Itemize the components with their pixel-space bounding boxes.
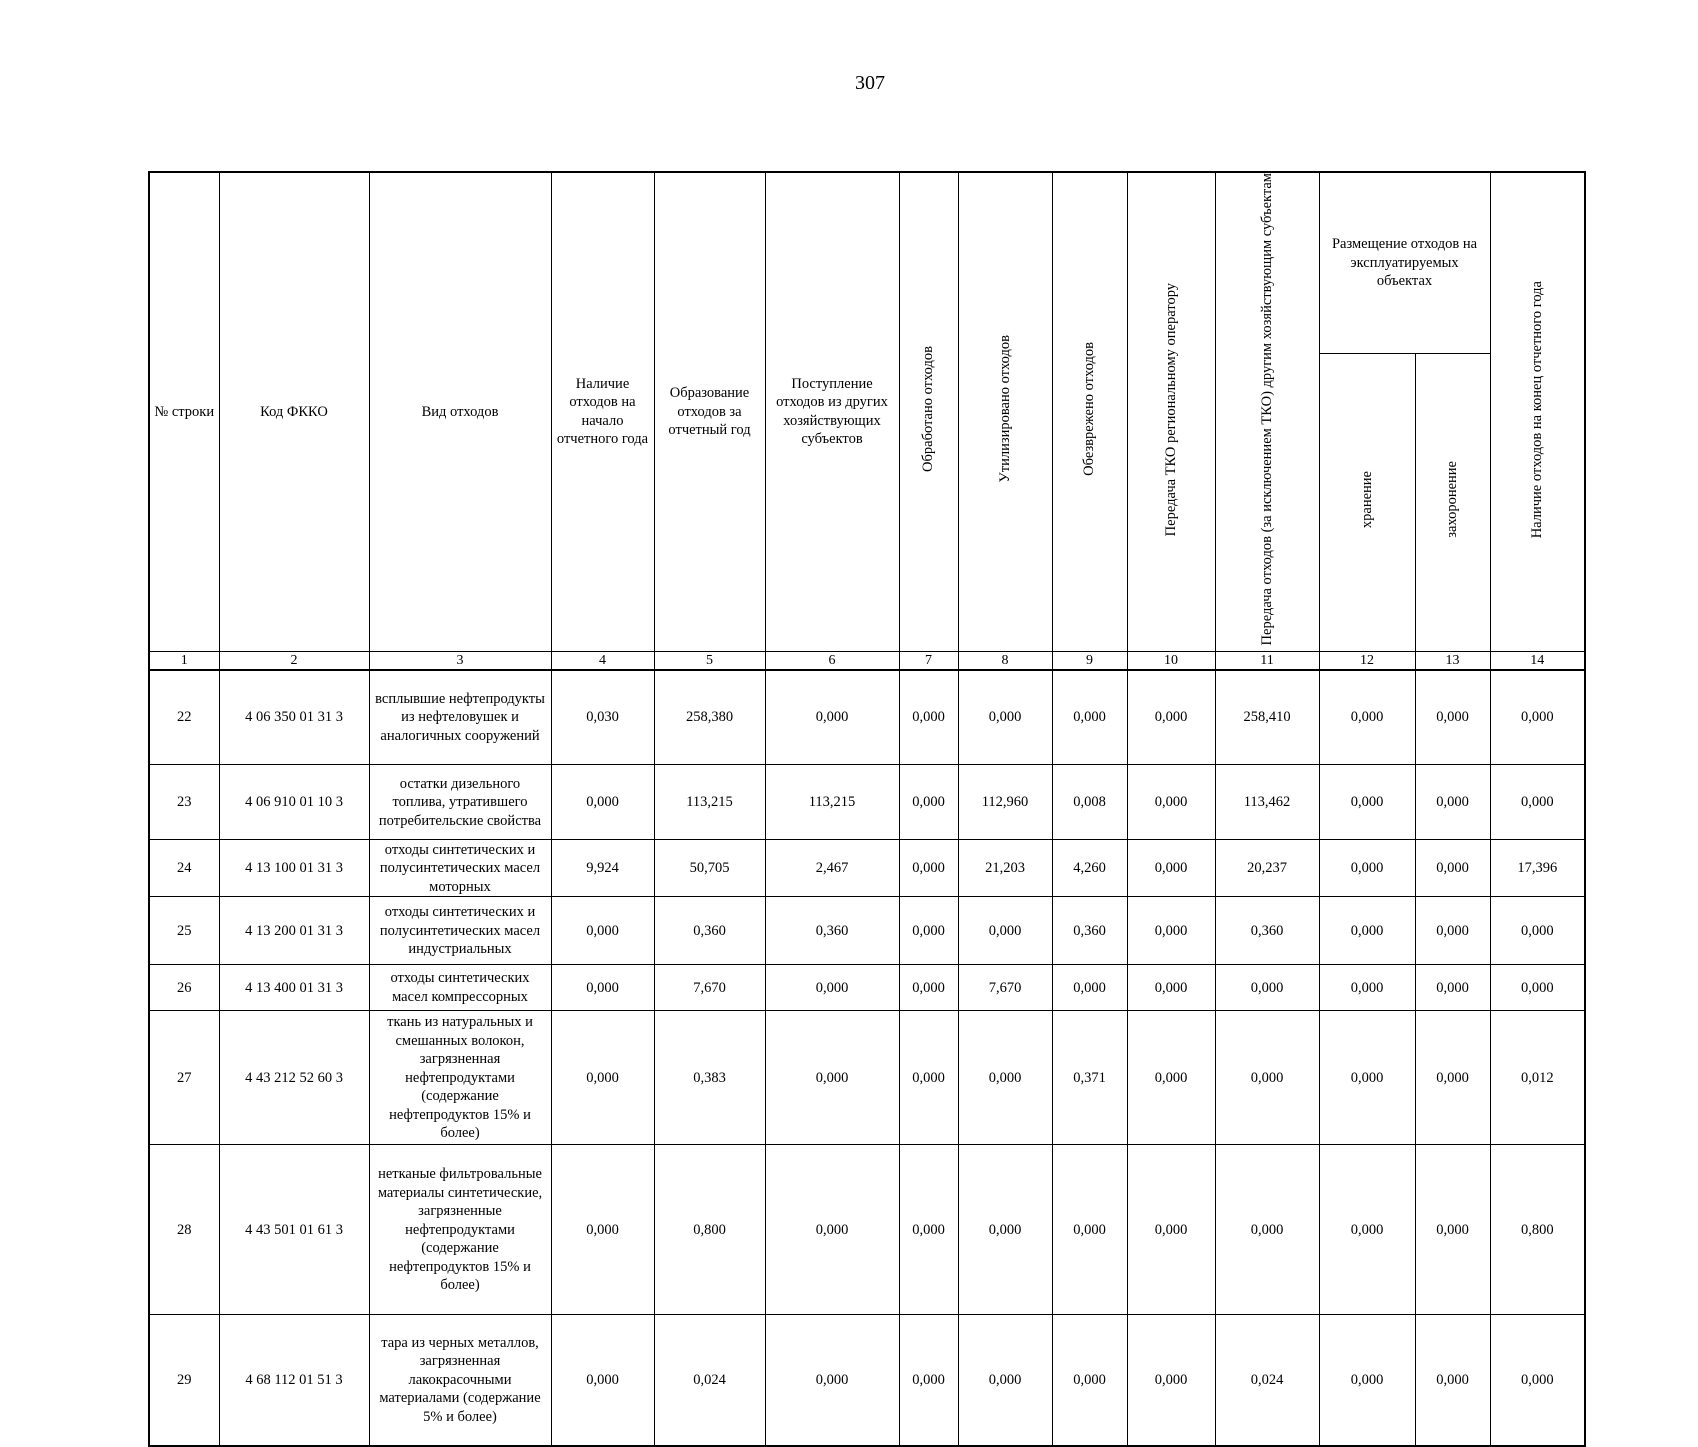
start-balance-cell: 0,000	[551, 965, 654, 1011]
header-neutralized	[1052, 172, 1127, 651]
generated-cell: 7,670	[654, 965, 765, 1011]
processed-cell: 0,000	[899, 840, 958, 897]
header-waste-type: Вид отходов	[369, 172, 551, 651]
storage-cell: 0,000	[1319, 1145, 1415, 1315]
to-others-cell: 0,360	[1215, 897, 1319, 965]
storage-cell: 0,000	[1319, 1011, 1415, 1145]
end-balance-cell: 17,396	[1490, 840, 1585, 897]
storage-cell: 0,000	[1319, 765, 1415, 840]
processed-cell: 0,000	[899, 1315, 958, 1446]
header-start-balance: Наличие отходов на начало отчетного года	[551, 172, 654, 651]
column-number: 14	[1490, 651, 1585, 670]
header-processed-text: Обработано отходов	[920, 346, 936, 473]
received-cell: 113,215	[765, 765, 899, 840]
waste-description-cell: тара из черных металлов, загрязненная лакокрасочными материалами (содержание 5% и более)	[369, 1315, 551, 1446]
column-number-row	[149, 651, 1585, 670]
end-balance-cell: 0,000	[1490, 765, 1585, 840]
to-others-cell: 0,024	[1215, 1315, 1319, 1446]
waste-description-cell: нетканые фильтровальные материалы синтетические, загрязненные нефтепродуктами (содержание нефтепродуктов 15% и более)	[369, 1145, 551, 1315]
header-burial	[1415, 353, 1490, 651]
header-utilized-text: Утилизировано отходов	[996, 335, 1013, 483]
row-number-cell: 28	[149, 1145, 219, 1315]
column-number: 5	[654, 651, 765, 670]
received-cell: 0,000	[765, 1145, 899, 1315]
start-balance-cell: 9,924	[551, 840, 654, 897]
start-balance-cell: 0,000	[551, 1315, 654, 1446]
column-number: 3	[369, 651, 551, 670]
to-operator-cell: 0,000	[1127, 670, 1215, 765]
header-processed	[899, 172, 958, 651]
header-to-others-text: Передача отходов (за исключением ТКО) другим хозяйствующим субъектам	[1258, 173, 1275, 646]
neutralized-cell: 0,000	[1052, 1315, 1127, 1446]
fkko-code-cell: 4 06 350 01 31 3	[219, 670, 369, 765]
received-cell: 2,467	[765, 840, 899, 897]
end-balance-cell: 0,000	[1490, 965, 1585, 1011]
header-to-operator	[1127, 172, 1215, 651]
to-others-cell: 113,462	[1215, 765, 1319, 840]
end-balance-cell: 0,000	[1490, 897, 1585, 965]
generated-cell: 50,705	[654, 840, 765, 897]
header-fkko-code: Код ФККО	[219, 172, 369, 651]
to-operator-cell: 0,000	[1127, 1011, 1215, 1145]
header-utilized	[958, 172, 1052, 651]
to-operator-cell: 0,000	[1127, 897, 1215, 965]
fkko-code-cell: 4 13 200 01 31 3	[219, 897, 369, 965]
utilized-cell: 0,000	[958, 670, 1052, 765]
storage-cell: 0,000	[1319, 1315, 1415, 1446]
to-operator-cell: 0,000	[1127, 840, 1215, 897]
burial-cell: 0,000	[1415, 840, 1490, 897]
table-row	[149, 840, 1585, 897]
start-balance-cell: 0,000	[551, 1011, 654, 1145]
column-number: 4	[551, 651, 654, 670]
header-storage-text: хранение	[1358, 471, 1375, 529]
start-balance-cell: 0,000	[551, 897, 654, 965]
header-end-balance	[1490, 172, 1585, 651]
processed-cell: 0,000	[899, 670, 958, 765]
header-neutralized-text: Обезврежено отходов	[1081, 342, 1097, 477]
column-number: 12	[1319, 651, 1415, 670]
row-number-cell: 25	[149, 897, 219, 965]
waste-table	[148, 171, 1586, 1447]
page-number: 307	[855, 72, 885, 94]
column-number: 2	[219, 651, 369, 670]
utilized-cell: 0,000	[958, 897, 1052, 965]
to-operator-cell: 0,000	[1127, 1145, 1215, 1315]
generated-cell: 0,360	[654, 897, 765, 965]
end-balance-cell: 0,000	[1490, 1315, 1585, 1446]
generated-cell: 0,383	[654, 1011, 765, 1145]
end-balance-cell: 0,800	[1490, 1145, 1585, 1315]
header-to-operator-text: Передача ТКО региональному оператору	[1162, 282, 1179, 536]
neutralized-cell: 0,000	[1052, 670, 1127, 765]
neutralized-cell: 0,008	[1052, 765, 1127, 840]
row-number-cell: 29	[149, 1315, 219, 1446]
fkko-code-cell: 4 13 100 01 31 3	[219, 840, 369, 897]
column-number: 13	[1415, 651, 1490, 670]
to-others-cell: 0,000	[1215, 1011, 1319, 1145]
received-cell: 0,360	[765, 897, 899, 965]
processed-cell: 0,000	[899, 765, 958, 840]
burial-cell: 0,000	[1415, 897, 1490, 965]
processed-cell: 0,000	[899, 1145, 958, 1315]
column-number: 11	[1215, 651, 1319, 670]
generated-cell: 113,215	[654, 765, 765, 840]
to-others-cell: 258,410	[1215, 670, 1319, 765]
processed-cell: 0,000	[899, 897, 958, 965]
to-operator-cell: 0,000	[1127, 1315, 1215, 1446]
fkko-code-cell: 4 06 910 01 10 3	[219, 765, 369, 840]
row-number-cell: 27	[149, 1011, 219, 1145]
to-operator-cell: 0,000	[1127, 965, 1215, 1011]
header-end-balance-text: Наличие отходов на конец отчетного года	[1528, 280, 1545, 538]
header-placement-group: Размещение отходов на эксплуатируемых объектах	[1319, 172, 1490, 353]
table-row	[149, 897, 1585, 965]
neutralized-cell: 0,000	[1052, 965, 1127, 1011]
waste-description-cell: отходы синтетических и полусинтетических масел моторных	[369, 840, 551, 897]
to-others-cell: 0,000	[1215, 1145, 1319, 1315]
burial-cell: 0,000	[1415, 765, 1490, 840]
column-number: 6	[765, 651, 899, 670]
header-generated: Образование отходов за отчетный год	[654, 172, 765, 651]
utilized-cell: 0,000	[958, 1011, 1052, 1145]
column-number: 8	[958, 651, 1052, 670]
column-number: 7	[899, 651, 958, 670]
neutralized-cell: 0,000	[1052, 1145, 1127, 1315]
row-number-cell: 23	[149, 765, 219, 840]
start-balance-cell: 0,030	[551, 670, 654, 765]
column-number: 9	[1052, 651, 1127, 670]
fkko-code-cell: 4 43 212 52 60 3	[219, 1011, 369, 1145]
row-number-cell: 24	[149, 840, 219, 897]
table-row	[149, 1011, 1585, 1145]
burial-cell: 0,000	[1415, 1315, 1490, 1446]
storage-cell: 0,000	[1319, 897, 1415, 965]
waste-description-cell: остатки дизельного топлива, утратившего потребительские свойства	[369, 765, 551, 840]
table-row	[149, 1145, 1585, 1315]
neutralized-cell: 0,360	[1052, 897, 1127, 965]
received-cell: 0,000	[765, 670, 899, 765]
header-received: Поступление отходов из других хозяйствующих субъектов	[765, 172, 899, 651]
waste-description-cell: отходы синтетических масел компрессорных	[369, 965, 551, 1011]
received-cell: 0,000	[765, 965, 899, 1011]
neutralized-cell: 4,260	[1052, 840, 1127, 897]
received-cell: 0,000	[765, 1011, 899, 1145]
header-storage	[1319, 353, 1415, 651]
waste-description-cell: ткань из натуральных и смешанных волокон, загрязненная нефтепродуктами (содержание нефтепродуктов 15% и более)	[369, 1011, 551, 1145]
utilized-cell: 0,000	[958, 1315, 1052, 1446]
received-cell: 0,000	[765, 1315, 899, 1446]
generated-cell: 258,380	[654, 670, 765, 765]
burial-cell: 0,000	[1415, 670, 1490, 765]
waste-description-cell: всплывшие нефтепродукты из нефтеловушек и аналогичных сооружений	[369, 670, 551, 765]
table-row	[149, 1315, 1585, 1446]
row-number-cell: 26	[149, 965, 219, 1011]
neutralized-cell: 0,371	[1052, 1011, 1127, 1145]
start-balance-cell: 0,000	[551, 765, 654, 840]
storage-cell: 0,000	[1319, 670, 1415, 765]
burial-cell: 0,000	[1415, 1011, 1490, 1145]
generated-cell: 0,800	[654, 1145, 765, 1315]
waste-description-cell: отходы синтетических и полусинтетических масел индустриальных	[369, 897, 551, 965]
to-others-cell: 20,237	[1215, 840, 1319, 897]
column-number: 1	[149, 651, 219, 670]
table-row	[149, 965, 1585, 1011]
header-burial-text: захоронение	[1444, 461, 1460, 539]
header-row-no: № строки	[149, 172, 219, 651]
utilized-cell: 7,670	[958, 965, 1052, 1011]
fkko-code-cell: 4 43 501 01 61 3	[219, 1145, 369, 1315]
row-number-cell: 22	[149, 670, 219, 765]
utilized-cell: 21,203	[958, 840, 1052, 897]
utilized-cell: 112,960	[958, 765, 1052, 840]
end-balance-cell: 0,012	[1490, 1011, 1585, 1145]
to-others-cell: 0,000	[1215, 965, 1319, 1011]
table-row	[149, 670, 1585, 765]
table-row	[149, 765, 1585, 840]
header-to-others	[1215, 172, 1319, 651]
fkko-code-cell: 4 13 400 01 31 3	[219, 965, 369, 1011]
end-balance-cell: 0,000	[1490, 670, 1585, 765]
burial-cell: 0,000	[1415, 965, 1490, 1011]
utilized-cell: 0,000	[958, 1145, 1052, 1315]
processed-cell: 0,000	[899, 965, 958, 1011]
storage-cell: 0,000	[1319, 965, 1415, 1011]
start-balance-cell: 0,000	[551, 1145, 654, 1315]
column-number: 10	[1127, 651, 1215, 670]
fkko-code-cell: 4 68 112 01 51 3	[219, 1315, 369, 1446]
storage-cell: 0,000	[1319, 840, 1415, 897]
burial-cell: 0,000	[1415, 1145, 1490, 1315]
to-operator-cell: 0,000	[1127, 765, 1215, 840]
processed-cell: 0,000	[899, 1011, 958, 1145]
generated-cell: 0,024	[654, 1315, 765, 1446]
